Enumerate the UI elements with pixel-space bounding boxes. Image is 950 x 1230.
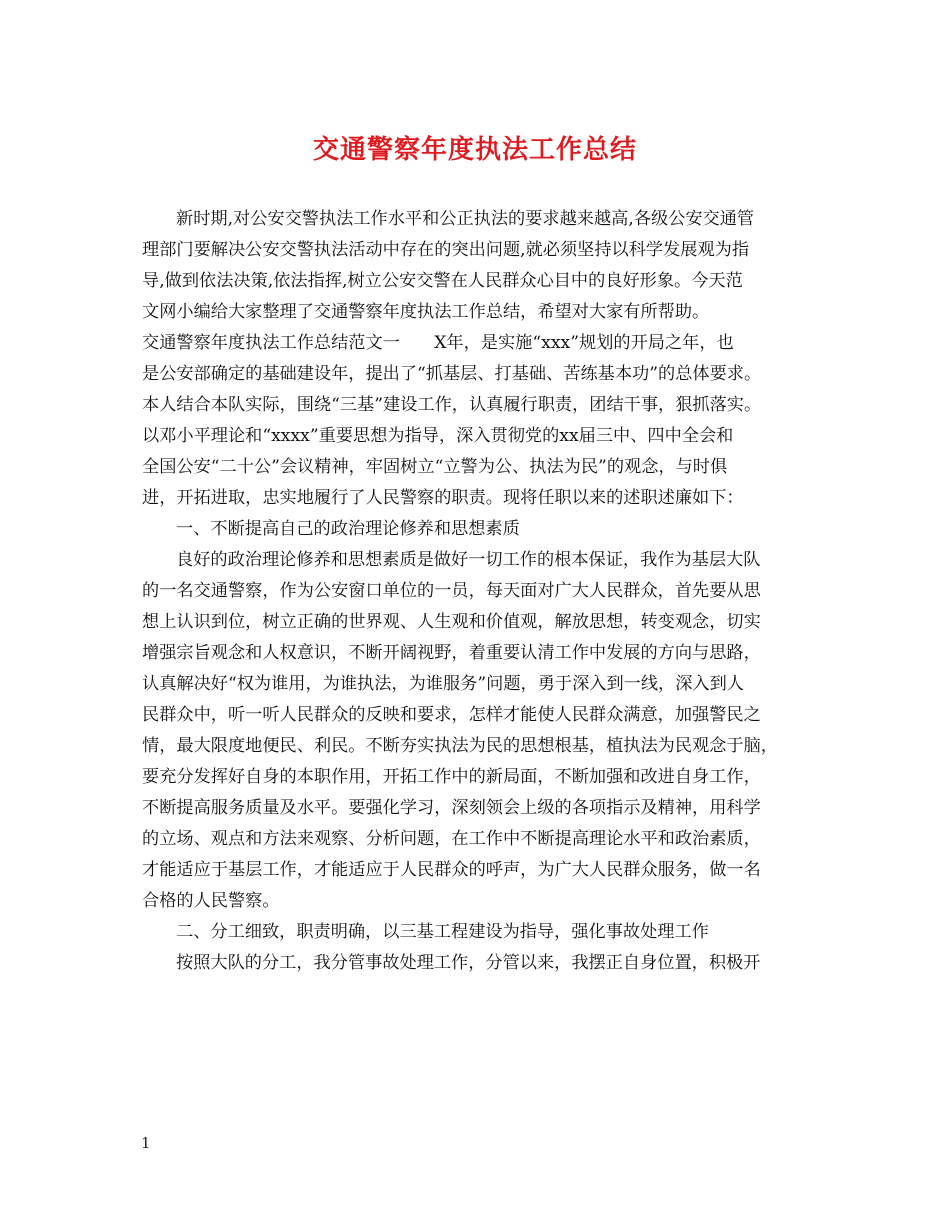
body-line: 本人结合本队实际，围绕“三基”建设工作，认真履行职责，团结干事，狠抓落实。 xyxy=(142,395,762,415)
body-line: 增强宗旨观念和人权意识，不断开阔视野，着重要认清工作中发展的方向与思路， xyxy=(142,643,761,663)
body-line: 情，最大限度地便民、利民。不断夯实执法为民的思想根基，植执法为民观念于脑， xyxy=(142,736,778,756)
section-heading: 一、不断提高自己的政治理论修养和思想素质 xyxy=(176,519,520,539)
body-line: 合格的人民警察。 xyxy=(142,891,280,911)
page-number: 1 xyxy=(141,1134,151,1152)
body-line: 的一名交通警察，作为公安窗口单位的一员，每天面对广大人民群众，首先要从思 xyxy=(142,581,761,601)
body-line: 全国公安“二十公”会议精神，牢固树立“立警为公、执法为民”的观念，与时俱 xyxy=(142,457,728,477)
body-line: 良好的政治理论修养和思想素质是做好一切工作的根本保证，我作为基层大队 xyxy=(176,550,761,570)
body-line: 不断提高服务质量及水平。要强化学习，深刻领会上级的各项指示及精神，用科学 xyxy=(142,798,761,818)
body-line: 才能适应于基层工作，才能适应于人民群众的呼声，为广大人民群众服务，做一名 xyxy=(142,860,761,880)
body-line: 民群众中，听一听人民群众的反映和要求，怎样才能使人民群众满意，加强警民之 xyxy=(142,705,761,725)
document-title: 交通警察年度执法工作总结 xyxy=(312,135,637,165)
document-body xyxy=(142,204,842,979)
body-line: 文网小编给大家整理了交通警察年度执法工作总结，希望对大家有所帮助。 xyxy=(142,302,710,322)
body-line: 理部门要解决公安交警执法活动中存在的突出问题,就必须坚持以科学发展观为指 xyxy=(142,240,750,260)
body-line: 是公安部确定的基础建设年，提出了“抓基层、打基础、苦练基本功”的总体要求。 xyxy=(142,364,762,384)
body-line: 按照大队的分工，我分管事故处理工作，分管以来，我摆正自身位置，积极开 xyxy=(176,953,761,973)
body-line: 要充分发挥好自身的本职作用，开拓工作中的新局面，不断加强和改进自身工作， xyxy=(142,767,761,787)
body-line: 以邓小平理论和“xxxx”重要思想为指导，深入贯彻党的xx届三中、四中全会和 xyxy=(142,426,734,446)
body-line: 新时期,对公安交警执法工作水平和公正执法的要求越来越高,各级公安交通管 xyxy=(176,209,755,229)
body-line: 想上认识到位，树立正确的世界观、人生观和价值观，解放思想，转变观念，切实 xyxy=(142,612,761,632)
section-heading: 二、分工细致，职责明确，以三基工程建设为指导，强化事故处理工作 xyxy=(176,922,709,942)
body-line: 的立场、观点和方法来观察、分析问题，在工作中不断提高理论水平和政治素质， xyxy=(142,829,761,849)
body-line: 认真解决好“权为谁用，为谁执法，为谁服务”问题，勇于深入到一线，深入到人 xyxy=(142,674,744,694)
body-line: 导,做到依法决策,依法指挥,树立公安交警在人民群众心目中的良好形象。今天范 xyxy=(142,271,743,291)
body-line: 进，开拓进取，忠实地履行了人民警察的职责。现将任职以来的述职述廉如下： xyxy=(142,488,744,508)
body-line: 交通警察年度执法工作总结范文一 X年，是实施“xxx”规划的开局之年，也 xyxy=(142,333,734,353)
